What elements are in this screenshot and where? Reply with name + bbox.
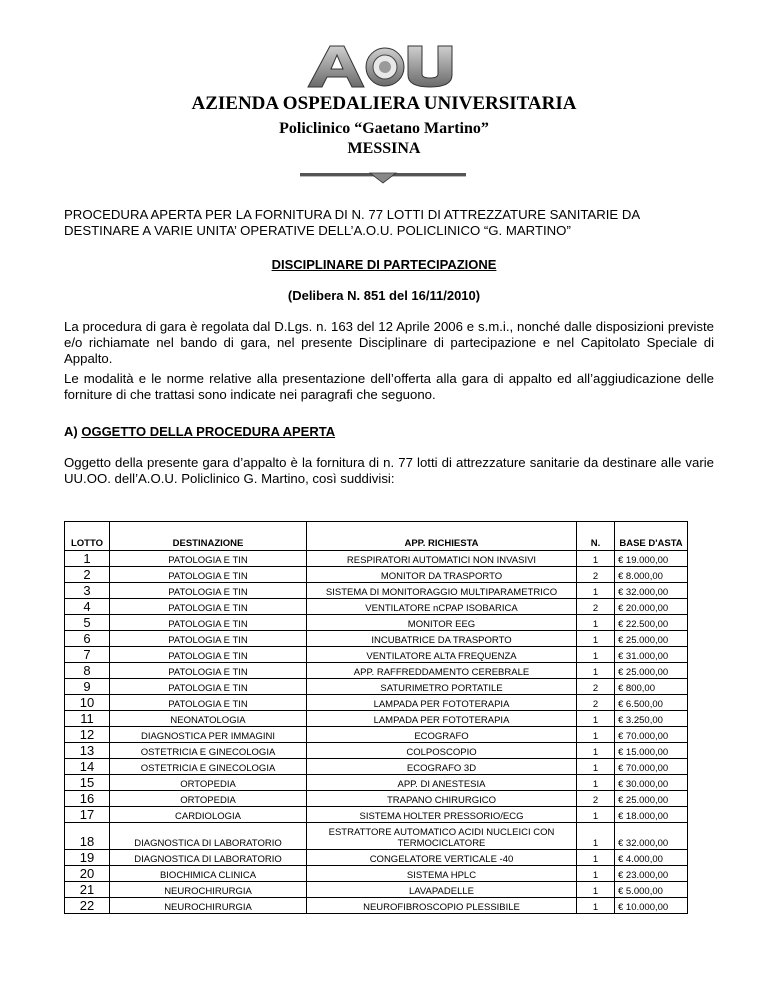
table-header-row <box>65 522 688 551</box>
table-row <box>65 615 688 631</box>
destinazione-cell: BIOCHIMICA CLINICA <box>110 866 307 882</box>
app-richiesta-cell: LAMPADA PER FOTOTERAPIA <box>307 695 577 711</box>
destinazione-cell: PATOLOGIA E TIN <box>110 583 307 599</box>
base-asta-cell: € 8.000,00 <box>615 567 688 583</box>
table-row <box>65 775 688 791</box>
paragraph-procedures: Le modalità e le norme relative alla presentazione dell’offerta alla gara di appalto ed all’aggiudicazione delle forniture di che trattasi sono indicate nei paragrafi che seguono. <box>64 371 714 402</box>
destinazione-cell: DIAGNOSTICA PER IMMAGINI <box>110 727 307 743</box>
header-divider <box>300 170 466 184</box>
lotto-cell: 20 <box>65 866 110 882</box>
lotto-cell: 11 <box>65 711 110 727</box>
lotto-cell: 10 <box>65 695 110 711</box>
base-asta-cell: € 32.000,00 <box>615 823 688 850</box>
section-a-heading <box>64 424 335 439</box>
quantity-cell: 1 <box>577 759 615 775</box>
app-richiesta-cell: VENTILATORE ALTA FREQUENZA <box>307 647 577 663</box>
table-row <box>65 647 688 663</box>
table-row <box>65 583 688 599</box>
lotto-cell: 18 <box>65 823 110 850</box>
table-row <box>65 823 688 850</box>
hospital-name: Policlinico “Gaetano Martino” <box>279 120 489 137</box>
destinazione-cell: NEUROCHIRURGIA <box>110 898 307 914</box>
base-asta-cell: € 18.000,00 <box>615 807 688 823</box>
quantity-cell: 1 <box>577 807 615 823</box>
lotto-cell: 6 <box>65 631 110 647</box>
lotto-cell: 12 <box>65 727 110 743</box>
document-title: DISCIPLINARE DI PARTECIPAZIONE <box>271 257 497 272</box>
lotto-cell: 9 <box>65 679 110 695</box>
app-richiesta-cell: APP. RAFFREDDAMENTO CEREBRALE <box>307 663 577 679</box>
table-row <box>65 679 688 695</box>
destinazione-cell: PATOLOGIA E TIN <box>110 663 307 679</box>
quantity-cell: 1 <box>577 727 615 743</box>
destinazione-cell: PATOLOGIA E TIN <box>110 599 307 615</box>
app-richiesta-cell: ECOGRAFO <box>307 727 577 743</box>
destinazione-cell: NEUROCHIRURGIA <box>110 882 307 898</box>
table-row <box>65 663 688 679</box>
base-asta-cell: € 25.000,00 <box>615 663 688 679</box>
table-row <box>65 898 688 914</box>
quantity-cell: 1 <box>577 647 615 663</box>
lotto-cell: 5 <box>65 615 110 631</box>
header-destinazione: DESTINAZIONE <box>110 522 307 551</box>
lotto-cell: 15 <box>65 775 110 791</box>
aou-logo <box>300 40 470 88</box>
base-asta-cell: € 32.000,00 <box>615 583 688 599</box>
table-row <box>65 599 688 615</box>
destinazione-cell: PATOLOGIA E TIN <box>110 567 307 583</box>
destinazione-cell: PATOLOGIA E TIN <box>110 615 307 631</box>
table-row <box>65 711 688 727</box>
app-richiesta-cell: SISTEMA DI MONITORAGGIO MULTIPARAMETRICO <box>307 583 577 599</box>
destinazione-cell: NEONATOLOGIA <box>110 711 307 727</box>
base-asta-cell: € 800,00 <box>615 679 688 695</box>
delibera-reference: (Delibera N. 851 del 16/11/2010) <box>287 288 481 303</box>
lotto-cell: 13 <box>65 743 110 759</box>
table-row <box>65 866 688 882</box>
lotto-cell: 14 <box>65 759 110 775</box>
destinazione-cell: ORTOPEDIA <box>110 791 307 807</box>
lots-table-body <box>65 551 688 914</box>
destinazione-cell: CARDIOLOGIA <box>110 807 307 823</box>
base-asta-cell: € 31.000,00 <box>615 647 688 663</box>
paragraph-object: Oggetto della presente gara d’appalto è la fornitura di n. 77 lotti di attrezzature sanitarie da destinare alle varie UU.OO. dell’A.O.U. Policlinico G. Martino, così suddivisi: <box>64 455 714 486</box>
base-asta-cell: € 20.000,00 <box>615 599 688 615</box>
section-a-prefix: A) <box>64 424 82 439</box>
quantity-cell: 1 <box>577 743 615 759</box>
quantity-cell: 1 <box>577 631 615 647</box>
app-richiesta-cell: LAMPADA PER FOTOTERAPIA <box>307 711 577 727</box>
table-row <box>65 551 688 567</box>
destinazione-cell: PATOLOGIA E TIN <box>110 679 307 695</box>
base-asta-cell: € 70.000,00 <box>615 727 688 743</box>
quantity-cell: 1 <box>577 882 615 898</box>
table-row <box>65 850 688 866</box>
base-asta-cell: € 30.000,00 <box>615 775 688 791</box>
lotto-cell: 2 <box>65 567 110 583</box>
table-row <box>65 807 688 823</box>
header-lotto: LOTTO <box>65 522 110 551</box>
app-richiesta-cell: APP. DI ANESTESIA <box>307 775 577 791</box>
base-asta-cell: € 70.000,00 <box>615 759 688 775</box>
app-richiesta-cell: MONITOR EEG <box>307 615 577 631</box>
quantity-cell: 2 <box>577 791 615 807</box>
base-asta-cell: € 25.000,00 <box>615 631 688 647</box>
lotto-cell: 7 <box>65 647 110 663</box>
destinazione-cell: PATOLOGIA E TIN <box>110 647 307 663</box>
app-richiesta-cell: SISTEMA HPLC <box>307 866 577 882</box>
destinazione-cell: PATOLOGIA E TIN <box>110 551 307 567</box>
destinazione-cell: OSTETRICIA E GINECOLOGIA <box>110 759 307 775</box>
quantity-cell: 1 <box>577 711 615 727</box>
lotto-cell: 19 <box>65 850 110 866</box>
table-row <box>65 882 688 898</box>
quantity-cell: 1 <box>577 583 615 599</box>
app-richiesta-cell: SATURIMETRO PORTATILE <box>307 679 577 695</box>
base-asta-cell: € 23.000,00 <box>615 866 688 882</box>
destinazione-cell: OSTETRICIA E GINECOLOGIA <box>110 743 307 759</box>
quantity-cell: 2 <box>577 679 615 695</box>
app-richiesta-cell: ESTRATTORE AUTOMATICO ACIDI NUCLEICI CON TERMOCICLATORE <box>307 823 577 850</box>
header-app-richiesta: APP. RICHIESTA <box>307 522 577 551</box>
app-richiesta-cell: SISTEMA HOLTER PRESSORIO/ECG <box>307 807 577 823</box>
lots-table <box>64 521 688 914</box>
base-asta-cell: € 22.500,00 <box>615 615 688 631</box>
organization-name: AZIENDA OSPEDALIERA UNIVERSITARIA <box>191 93 577 114</box>
app-richiesta-cell: COLPOSCOPIO <box>307 743 577 759</box>
base-asta-cell: € 3.250,00 <box>615 711 688 727</box>
table-row <box>65 791 688 807</box>
lotto-cell: 17 <box>65 807 110 823</box>
base-asta-cell: € 15.000,00 <box>615 743 688 759</box>
quantity-cell: 2 <box>577 695 615 711</box>
base-asta-cell: € 6.500,00 <box>615 695 688 711</box>
destinazione-cell: DIAGNOSTICA DI LABORATORIO <box>110 823 307 850</box>
table-row <box>65 743 688 759</box>
base-asta-cell: € 5.000,00 <box>615 882 688 898</box>
app-richiesta-cell: TRAPANO CHIRURGICO <box>307 791 577 807</box>
table-row <box>65 727 688 743</box>
quantity-cell: 1 <box>577 663 615 679</box>
quantity-cell: 2 <box>577 599 615 615</box>
procedure-intro: PROCEDURA APERTA PER LA FORNITURA DI N. 77 LOTTI DI ATTREZZATURE SANITARIE DA DESTINARE A VARIE UNITA’ OPERATIVE DELL’A.O.U. POLICLINICO “G. MARTINO” <box>64 207 640 238</box>
base-asta-cell: € 4.000,00 <box>615 850 688 866</box>
app-richiesta-cell: NEUROFIBROSCOPIO PLESSIBILE <box>307 898 577 914</box>
app-richiesta-cell: RESPIRATORI AUTOMATICI NON INVASIVI <box>307 551 577 567</box>
table-row <box>65 631 688 647</box>
paragraph-regulation: La procedura di gara è regolata dal D.Lgs. n. 163 del 12 Aprile 2006 e s.m.i., nonché dalle disposizioni previste e/o richiamate nel bando di gara, nel presente Disciplinare di partecipazione e nel Capitolato Speciale di Appalto. <box>64 319 714 366</box>
quantity-cell: 1 <box>577 898 615 914</box>
quantity-cell: 1 <box>577 823 615 850</box>
lotto-cell: 22 <box>65 898 110 914</box>
city-name: MESSINA <box>347 140 421 157</box>
app-richiesta-cell: CONGELATORE VERTICALE -40 <box>307 850 577 866</box>
base-asta-cell: € 25.000,00 <box>615 791 688 807</box>
lotto-cell: 8 <box>65 663 110 679</box>
lotto-cell: 1 <box>65 551 110 567</box>
app-richiesta-cell: VENTILATORE nCPAP ISOBARICA <box>307 599 577 615</box>
destinazione-cell: PATOLOGIA E TIN <box>110 631 307 647</box>
destinazione-cell: ORTOPEDIA <box>110 775 307 791</box>
destinazione-cell: DIAGNOSTICA DI LABORATORIO <box>110 850 307 866</box>
quantity-cell: 1 <box>577 866 615 882</box>
destinazione-cell: PATOLOGIA E TIN <box>110 695 307 711</box>
base-asta-cell: € 10.000,00 <box>615 898 688 914</box>
app-richiesta-cell: INCUBATRICE DA TRASPORTO <box>307 631 577 647</box>
lotto-cell: 4 <box>65 599 110 615</box>
app-richiesta-cell: ECOGRAFO 3D <box>307 759 577 775</box>
table-row <box>65 695 688 711</box>
lotto-cell: 16 <box>65 791 110 807</box>
app-richiesta-cell: LAVAPADELLE <box>307 882 577 898</box>
lotto-cell: 21 <box>65 882 110 898</box>
header-base-asta: BASE D'ASTA <box>615 522 688 551</box>
quantity-cell: 2 <box>577 567 615 583</box>
section-a-title: OGGETTO DELLA PROCEDURA APERTA <box>81 424 336 439</box>
quantity-cell: 1 <box>577 850 615 866</box>
base-asta-cell: € 19.000,00 <box>615 551 688 567</box>
header-n: N. <box>577 522 615 551</box>
lotto-cell: 3 <box>65 583 110 599</box>
quantity-cell: 1 <box>577 551 615 567</box>
table-row <box>65 759 688 775</box>
quantity-cell: 1 <box>577 775 615 791</box>
app-richiesta-cell: MONITOR DA TRASPORTO <box>307 567 577 583</box>
quantity-cell: 1 <box>577 615 615 631</box>
table-row <box>65 567 688 583</box>
